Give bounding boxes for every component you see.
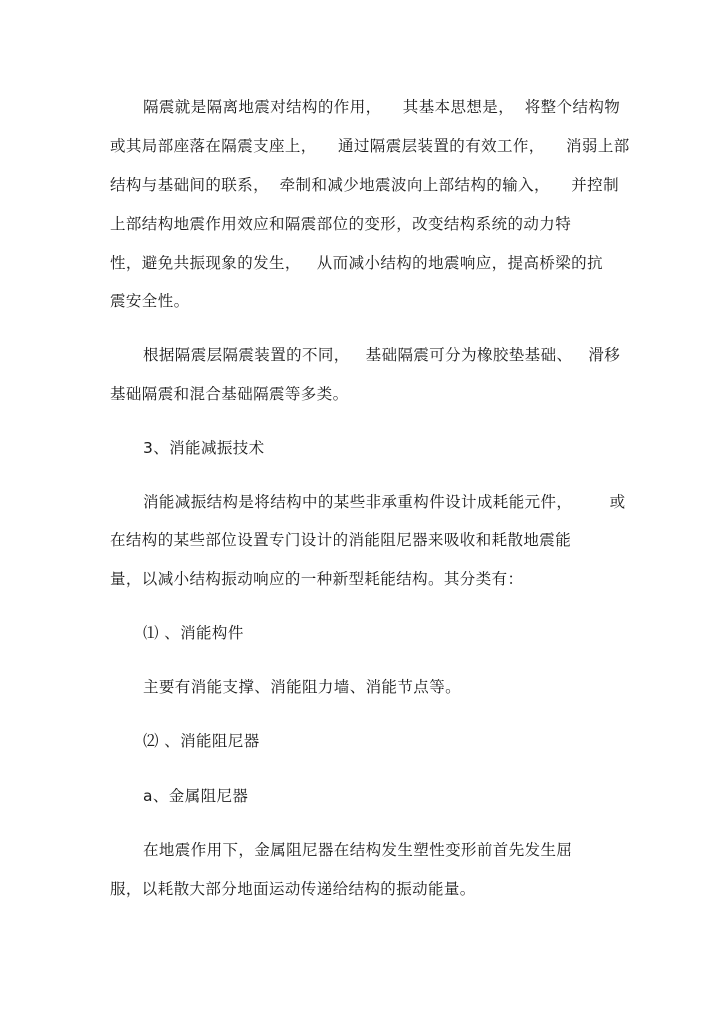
list-item-a: a、金属阻尼器 [143, 787, 249, 805]
paragraph-1-line-1: 隔震就是隔离地震对结构的作用， 其基本思想是， 将整个结构物 [143, 98, 621, 116]
paragraph-2-line-1: 根据隔震层隔震装置的不同， 基础隔震可分为橡胶垫基础、 滑移 [143, 346, 621, 364]
paragraph-1-line-5: 性，避免共振现象的发生， 从而减小结构的地震响应，提高桥梁的抗 [110, 254, 603, 272]
paragraph-1-line-2: 或其局部座落在隔震支座上， 通过隔震层装置的有效工作， 消弱上部 [110, 137, 630, 155]
paragraph-1-line-3: 结构与基础间的联系， 牵制和减少地震波向上部结构的输入， 并控制 [110, 176, 619, 194]
paragraph-3-line-3: 量，以减小结构振动响应的一种新型耗能结构。其分类有： [110, 570, 524, 588]
section-heading-3: 3、消能减振技术 [143, 439, 265, 457]
paragraph-2-line-2: 基础隔震和混合基础隔震等多类。 [110, 385, 349, 403]
list-item-1: ⑴ 、消能构件 [143, 624, 244, 642]
paragraph-5-line-2: 服，以耗散大部分地面运动传递给结构的振动能量。 [110, 880, 476, 898]
paragraph-3-line-1: 消能减振结构是将结构中的某些非承重构件设计成耗能元件， 或 [143, 493, 626, 511]
paragraph-5-line-1: 在地震作用下，金属阻尼器在结构发生塑性变形前首先发生屈 [143, 841, 573, 859]
list-item-2: ⑵ 、消能阻尼器 [143, 732, 260, 750]
paragraph-1-line-6: 震安全性。 [110, 292, 190, 310]
paragraph-3-line-2: 在结构的某些部位设置专门设计的消能阻尼器来吸收和耗散地震能 [110, 531, 572, 549]
paragraph-1-line-4: 上部结构地震作用效应和隔震部位的变形，改变结构系统的动力特 [110, 215, 572, 233]
paragraph-4-line-1: 主要有消能支撑、消能阻力墙、消能节点等。 [143, 678, 462, 696]
